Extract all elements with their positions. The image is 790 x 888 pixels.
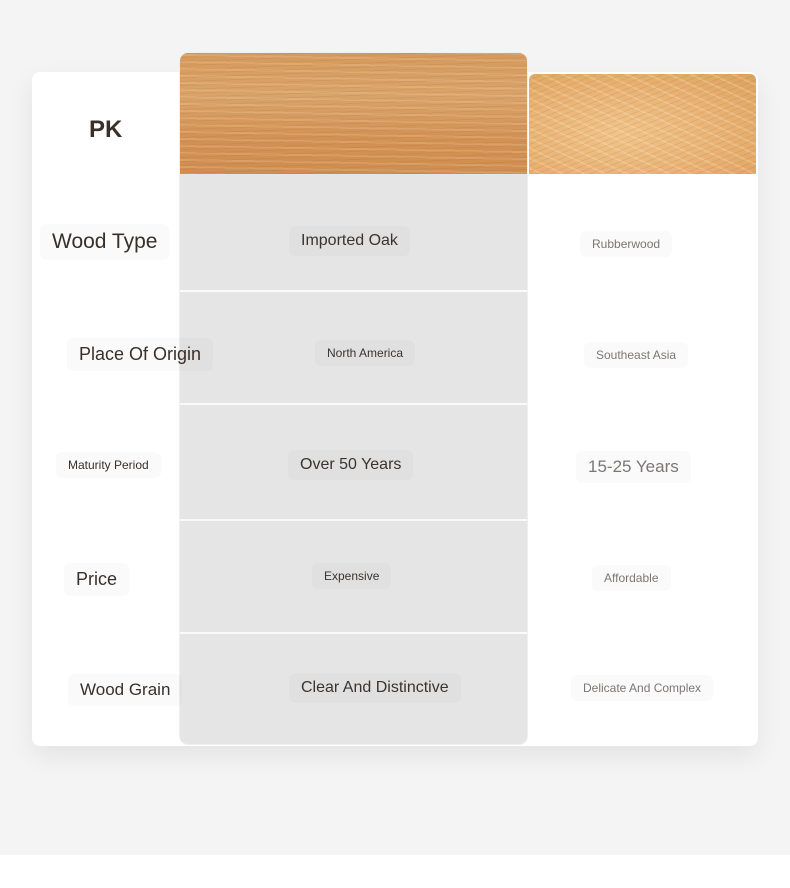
oak-price-value: Expensive	[324, 569, 380, 583]
pk-label: PK	[89, 116, 123, 143]
rubber-place-of-origin-value: Southeast Asia	[596, 348, 677, 362]
row-label-maturity-period: Maturity Period	[68, 458, 149, 472]
page-footer-strip	[0, 855, 790, 888]
row-label-wood-grain: Wood Grain	[80, 680, 171, 699]
oak-wood-grain-value: Clear And Distinctive	[301, 679, 449, 696]
row-divider	[180, 519, 527, 521]
row-label-place-of-origin: Place Of Origin	[79, 344, 202, 364]
oak-maturity-period-value: Over 50 Years	[300, 456, 402, 473]
row-divider	[180, 632, 527, 634]
row-divider	[180, 403, 527, 405]
oak-place-of-origin-value: North America	[327, 346, 404, 360]
oak-wood-type-value: Imported Oak	[301, 232, 398, 249]
row-divider	[180, 290, 527, 292]
rubberwood-image	[529, 74, 756, 174]
oak-wood-image	[180, 53, 527, 174]
rubber-wood-grain-value: Delicate And Complex	[583, 681, 702, 695]
row-label-wood-type: Wood Type	[52, 230, 158, 253]
row-label-price: Price	[76, 569, 118, 589]
rubber-wood-type-value: Rubberwood	[592, 237, 661, 251]
rubber-maturity-period-value: 15-25 Years	[588, 457, 679, 476]
rubber-price-value: Affordable	[604, 571, 659, 585]
oak-column	[180, 53, 527, 744]
